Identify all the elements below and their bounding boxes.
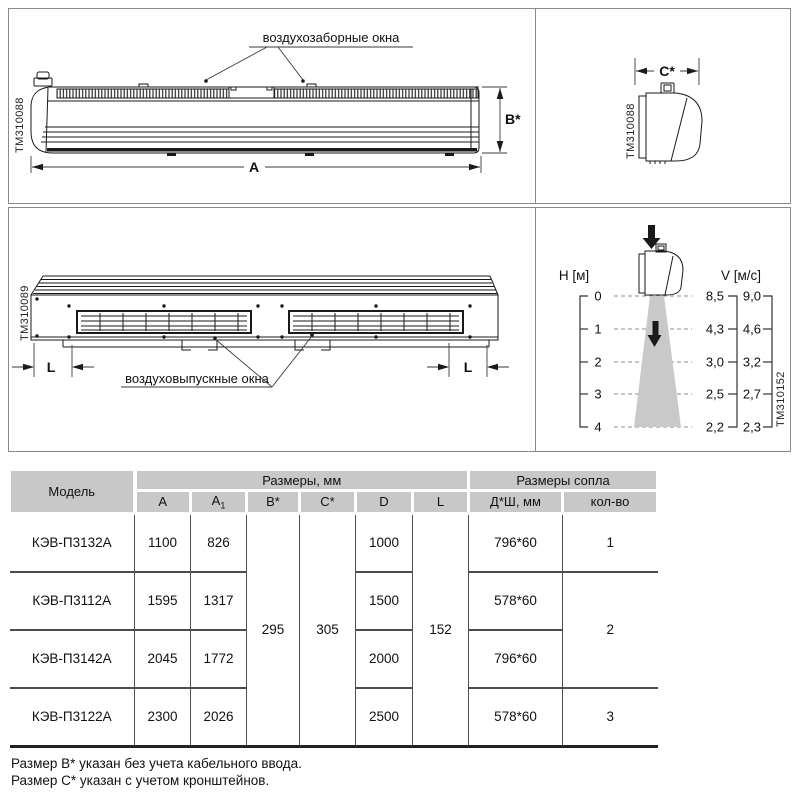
col-header-model: Модель xyxy=(10,470,135,514)
air-curtain-bottom-view xyxy=(31,276,498,350)
dim-b-label: B* xyxy=(505,111,521,127)
h-bracket xyxy=(580,296,588,427)
v-far-value: 4,6 xyxy=(742,321,761,337)
h-value: 4 xyxy=(594,419,602,435)
dimension-b xyxy=(482,87,521,153)
front-view-cell xyxy=(9,9,536,203)
side-view-cell xyxy=(536,9,790,203)
a1-sub: 1 xyxy=(220,500,226,511)
outlet-windows-label: воздуховыпускные окна xyxy=(125,371,269,386)
intake-windows-label: воздухозаборные окна xyxy=(262,30,400,45)
bottom-view-drawing xyxy=(9,208,535,451)
h-axis-label: H [м] xyxy=(558,268,590,283)
dimension-l-right xyxy=(427,343,509,377)
cell-a1: 1772 xyxy=(191,630,247,688)
dim-l-left-label: L xyxy=(46,359,56,375)
spec-table xyxy=(8,468,659,748)
v-far-value: 2,3 xyxy=(742,419,761,435)
footnote-c: Размер C* указан с учетом кронштейнов. xyxy=(11,772,270,788)
a1-base: A xyxy=(211,493,221,508)
cell-a1: 826 xyxy=(191,513,247,572)
dimension-a xyxy=(31,156,481,175)
h-value: 1 xyxy=(594,321,602,337)
cell-nozzle: 796*60 xyxy=(469,630,563,688)
cell-count: 1 xyxy=(563,513,658,572)
v-far-value: 2,7 xyxy=(742,386,761,402)
cell-nozzle: 578*60 xyxy=(469,572,563,630)
technical-drawings-panel xyxy=(8,8,791,452)
col-header-l: L xyxy=(413,491,469,514)
cell-model: КЭВ-П3122А xyxy=(10,688,135,747)
col-group-nozzle: Размеры сопла xyxy=(469,470,658,491)
front-views-row xyxy=(8,8,791,204)
cell-a: 1595 xyxy=(135,572,191,630)
cell-b-merged: 295 xyxy=(247,513,300,746)
footnote-b: Размер B* указан без учета кабельного ввода. xyxy=(11,755,302,771)
cell-nozzle: 578*60 xyxy=(469,688,563,747)
footnotes xyxy=(11,755,800,790)
h-value: 2 xyxy=(594,354,602,370)
col-header-b: B* xyxy=(247,491,300,514)
col-header-d: D xyxy=(356,491,413,514)
tm-code-front: TM310088 xyxy=(14,97,26,153)
cell-count: 3 xyxy=(563,688,658,747)
cell-a: 2045 xyxy=(135,630,191,688)
v-near-value: 2,5 xyxy=(705,386,724,402)
v-near-value: 8,5 xyxy=(705,288,724,304)
cell-model: КЭВ-П3132А xyxy=(10,513,135,572)
v-far-value: 9,0 xyxy=(742,288,761,304)
v-near-values xyxy=(706,289,724,435)
cell-l-merged: 152 xyxy=(413,513,469,746)
dim-l-right-label: L xyxy=(463,359,473,375)
dim-a-label: A xyxy=(248,159,260,175)
col-group-dimensions: Размеры, мм xyxy=(135,470,469,491)
cell-d: 1500 xyxy=(356,572,413,630)
col-header-count: кол-во xyxy=(563,491,658,514)
cell-count-merged: 2 xyxy=(563,572,658,688)
bottom-view-cell xyxy=(9,208,536,451)
inflow-arrow-icon xyxy=(643,225,661,249)
air-curtain-front-view xyxy=(31,72,479,156)
air-curtain-icon xyxy=(639,244,683,295)
v-near-value: 3,0 xyxy=(705,354,724,370)
velocity-chart-cell xyxy=(536,208,790,451)
cell-model: КЭВ-П3112А xyxy=(10,572,135,630)
v-far-values xyxy=(743,289,761,435)
h-value: 0 xyxy=(594,288,602,304)
tm-code-side: TM310088 xyxy=(625,103,637,159)
cell-a: 2300 xyxy=(135,688,191,747)
bottom-view-row xyxy=(8,207,791,452)
v-near-value: 2,2 xyxy=(705,419,724,435)
air-curtain-side-view xyxy=(639,83,702,164)
col-header-a1 xyxy=(191,491,247,514)
v-far-bracket xyxy=(763,296,772,427)
front-view-drawing xyxy=(9,9,535,203)
velocity-chart xyxy=(536,208,790,451)
col-header-a: A xyxy=(135,491,191,514)
table-row xyxy=(10,513,658,572)
cell-c-merged: 305 xyxy=(300,513,356,746)
cell-d: 1000 xyxy=(356,513,413,572)
cell-a1: 2026 xyxy=(191,688,247,747)
dim-c-label: C* xyxy=(659,63,675,79)
col-header-nozzle-size: Д*Ш, мм xyxy=(469,491,563,514)
v-axis-label: V [м/с] xyxy=(720,268,762,283)
h-tick-values xyxy=(594,289,601,435)
col-header-c: C* xyxy=(300,491,356,514)
v-near-bracket xyxy=(728,296,737,427)
cell-d: 2500 xyxy=(356,688,413,747)
dimension-c xyxy=(635,58,699,85)
cell-model: КЭВ-П3142А xyxy=(10,630,135,688)
cell-d: 2000 xyxy=(356,630,413,688)
dimension-l-left xyxy=(12,343,94,377)
h-value: 3 xyxy=(594,386,602,402)
cell-a: 1100 xyxy=(135,513,191,572)
tm-code-chart: TM310152 xyxy=(775,371,787,427)
cell-nozzle: 796*60 xyxy=(469,513,563,572)
v-far-value: 3,2 xyxy=(742,354,761,370)
v-near-value: 4,3 xyxy=(705,321,724,337)
tm-code-bottom: TM310089 xyxy=(19,285,31,341)
intake-windows-callout xyxy=(204,30,413,83)
side-view-drawing xyxy=(536,9,790,203)
cell-a1: 1317 xyxy=(191,572,247,630)
outlet-windows-callout xyxy=(121,333,314,387)
